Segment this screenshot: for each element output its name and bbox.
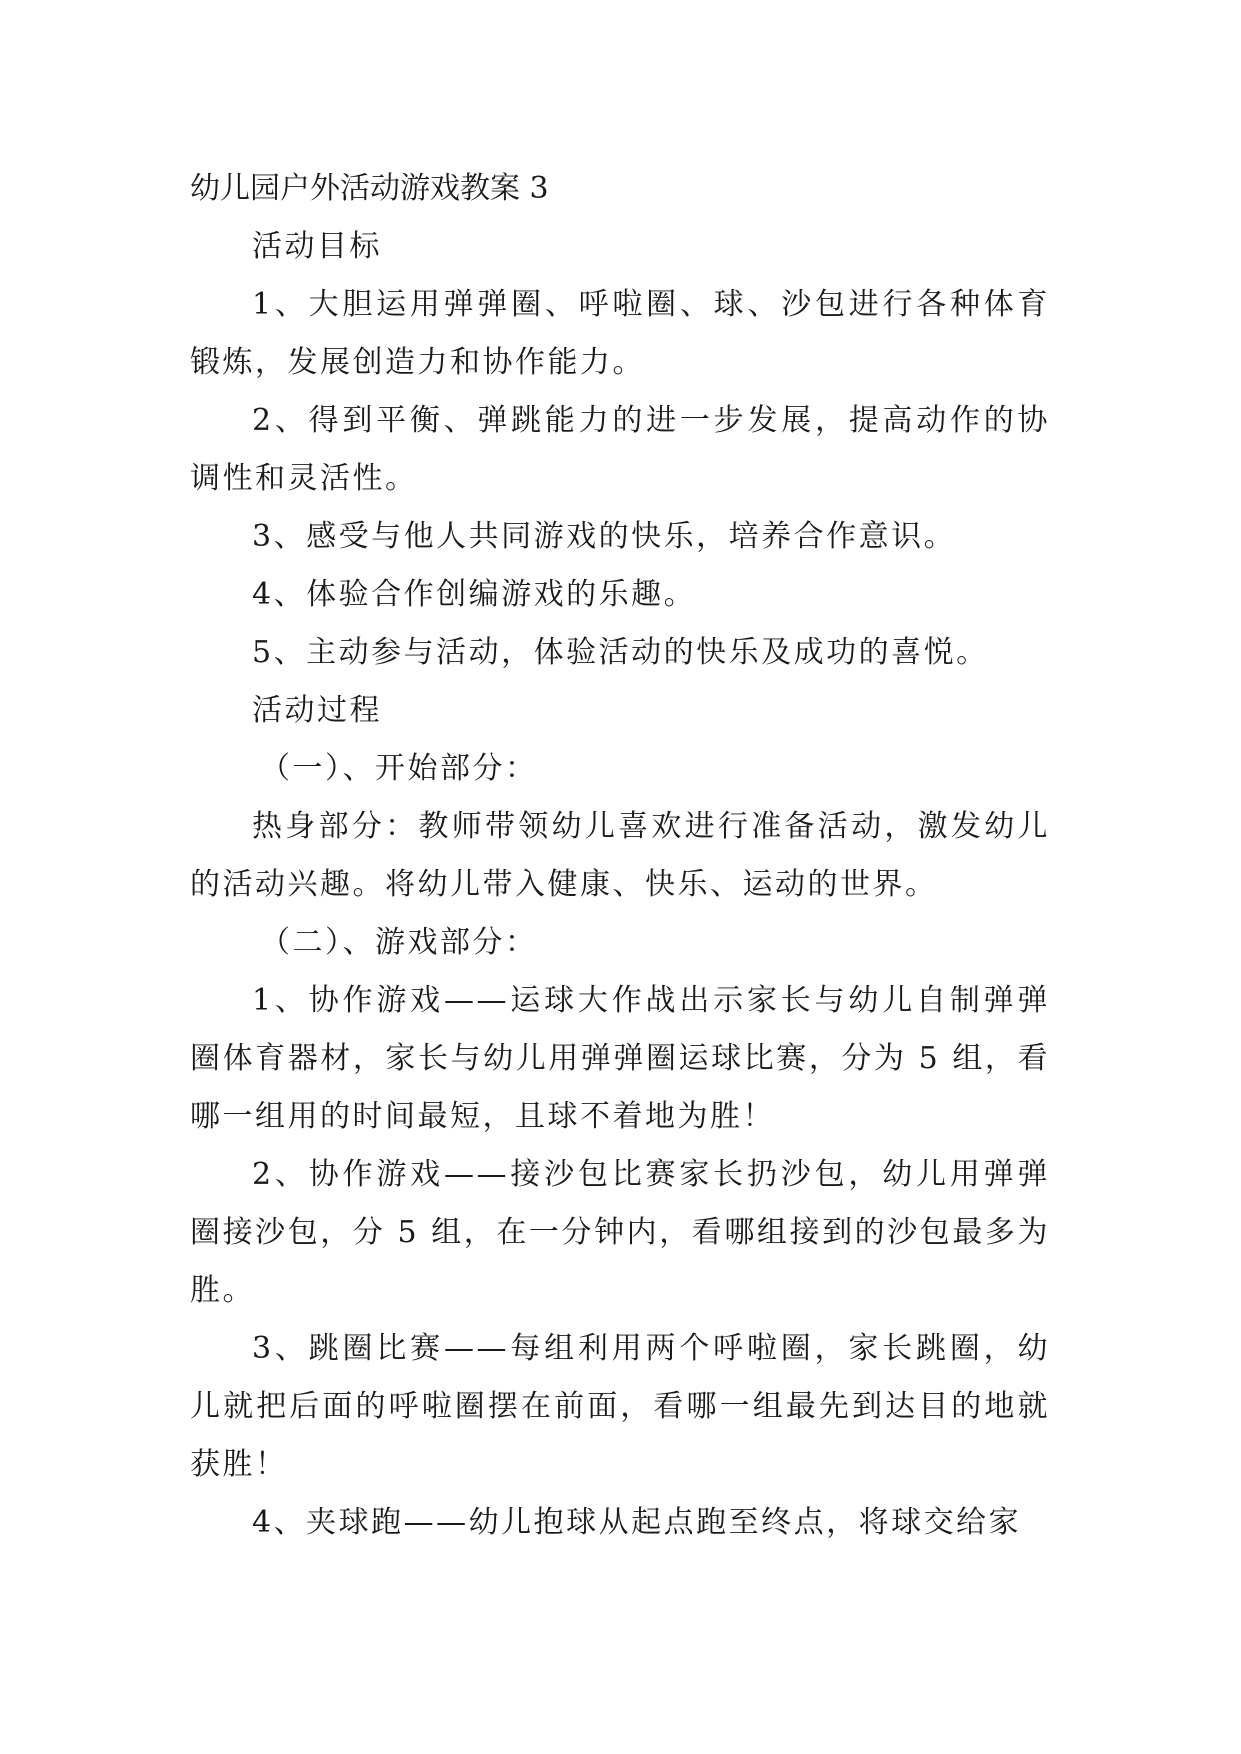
- goal-item-1: 1、大胆运用弹弹圈、呼啦圈、球、沙包进行各种体育锻炼，发展创造力和协作能力。: [190, 287, 1050, 380]
- subsection-heading-games: （二）、游戏部分：: [260, 925, 538, 960]
- warmup-paragraph: 热身部分：教师带领幼儿喜欢进行准备活动，激发幼儿的活动兴趣。将幼儿带入健康、快乐、运动的世界。: [190, 809, 1050, 902]
- document-body: [190, 160, 1050, 1552]
- subsection-heading-start: （一）、开始部分：: [260, 751, 538, 786]
- game-item-4: 4、夹球跑——幼儿抱球从起点跑至终点，将球交给家: [252, 1505, 1022, 1540]
- goal-item-2: 2、得到平衡、弹跳能力的进一步发展，提高动作的协调性和灵活性。: [190, 403, 1050, 496]
- game-item-1: 1、协作游戏——运球大作战出示家长与幼儿自制弹弹圈体育器材，家长与幼儿用弹弹圈运球比赛，分为 5 组，看哪一组用的时间最短，且球不着地为胜！: [190, 983, 1050, 1134]
- document-title: 幼儿园户外活动游戏教案 3: [190, 171, 549, 206]
- goal-item-5: 5、主动参与活动，体验活动的快乐及成功的喜悦。: [252, 635, 989, 670]
- game-item-3: 3、跳圈比赛——每组利用两个呼啦圈，家长跳圈，幼儿就把后面的呼啦圈摆在前面，看哪一组最先到达目的地就获胜！: [190, 1331, 1050, 1482]
- game-item-2: 2、协作游戏——接沙包比赛家长扔沙包，幼儿用弹弹圈接沙包，分 5 组，在一分钟内，看哪组接到的沙包最多为胜。: [190, 1157, 1050, 1308]
- section-heading-process: 活动过程: [252, 693, 382, 728]
- goal-item-3: 3、感受与他人共同游戏的快乐，培养合作意识。: [252, 519, 957, 554]
- section-heading-goals: 活动目标: [252, 229, 382, 264]
- goal-item-4: 4、体验合作创编游戏的乐趣。: [252, 577, 697, 612]
